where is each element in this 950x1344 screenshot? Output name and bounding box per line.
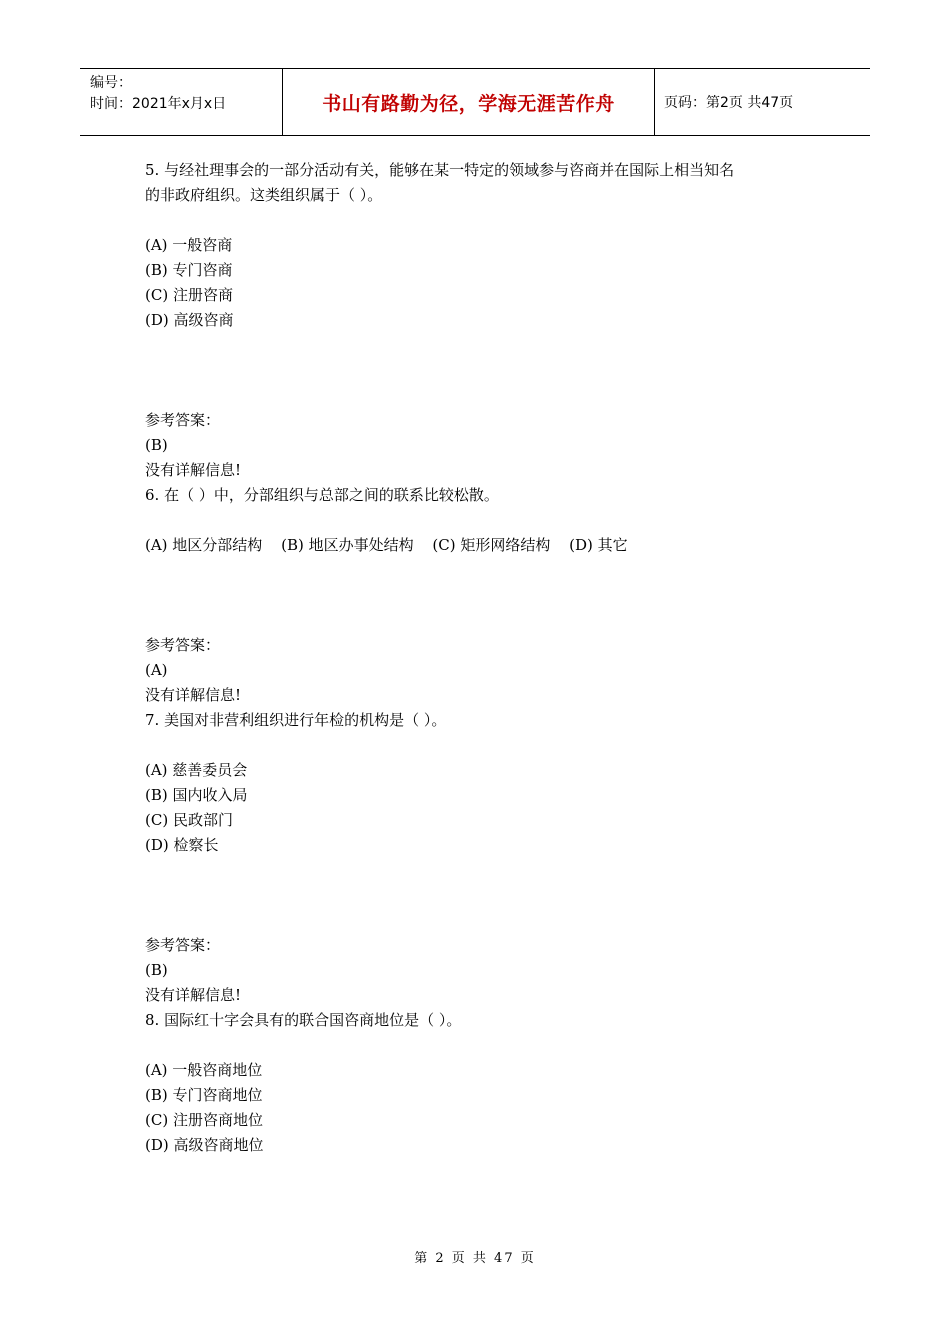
- question-text: 5. 与经社理事会的一部分活动有关，能够在某一特定的领域参与咨商并在国际上相当知名: [145, 161, 735, 179]
- page-info-text: 页码：第2页 共47页: [664, 95, 794, 111]
- option-d: (D) 高级咨商地位: [145, 1136, 264, 1154]
- option-d: (D) 其它: [569, 536, 628, 554]
- option-c: (C) 注册咨商地位: [145, 1111, 263, 1129]
- header-meta: [80, 69, 282, 135]
- explanation: 没有详解信息!: [145, 986, 242, 1004]
- question-7: [145, 708, 825, 1008]
- header-page-info: [655, 69, 870, 135]
- option-c: (C) 矩形网络结构: [432, 536, 551, 554]
- option-a: (A) 一般咨商: [145, 236, 233, 254]
- option-b: (B) 专门咨商: [145, 261, 233, 279]
- date-label: 时间：2021年x月x日: [90, 96, 227, 112]
- options-inline: [145, 533, 825, 558]
- explanation: 没有详解信息!: [145, 461, 242, 479]
- answer-label: 参考答案：: [145, 936, 221, 954]
- option-b: (B) 专门咨商地位: [145, 1086, 263, 1104]
- serial-number-label: 编号：: [90, 75, 132, 91]
- question-text: 7. 美国对非营利组织进行年检的机构是（ ）。: [145, 711, 447, 729]
- page-footer: 第 2 页 共 47 页: [414, 1251, 536, 1266]
- question-5: [145, 158, 825, 483]
- option-b: (B) 国内收入局: [145, 786, 248, 804]
- explanation: 没有详解信息!: [145, 686, 242, 704]
- answer-value: (B): [145, 436, 168, 454]
- option-b: (B) 地区办事处结构: [281, 536, 414, 554]
- question-text-continued: 的非政府组织。这类组织属于（ ）。: [145, 186, 383, 204]
- document-body: [145, 158, 825, 1158]
- option-a: (A) 地区分部结构: [145, 536, 263, 554]
- header-motto-cell: [282, 69, 655, 135]
- answer-value: (A): [145, 661, 168, 679]
- motto-text: 书山有路勤为径，学海无涯苦作舟: [322, 92, 615, 115]
- answer-label: 参考答案：: [145, 636, 221, 654]
- option-d: (D) 高级咨商: [145, 311, 234, 329]
- question-text: 6. 在（ ）中，分部组织与总部之间的联系比较松散。: [145, 486, 499, 504]
- option-a: (A) 慈善委员会: [145, 761, 248, 779]
- question-text: 8. 国际红十字会具有的联合国咨商地位是（ ）。: [145, 1011, 462, 1029]
- option-c: (C) 注册咨商: [145, 286, 233, 304]
- question-6: [145, 483, 825, 708]
- question-8: [145, 1008, 825, 1158]
- document-header: [80, 68, 870, 136]
- answer-label: 参考答案：: [145, 411, 221, 429]
- option-a: (A) 一般咨商地位: [145, 1061, 263, 1079]
- option-d: (D) 检察长: [145, 836, 219, 854]
- answer-value: (B): [145, 961, 168, 979]
- option-c: (C) 民政部门: [145, 811, 233, 829]
